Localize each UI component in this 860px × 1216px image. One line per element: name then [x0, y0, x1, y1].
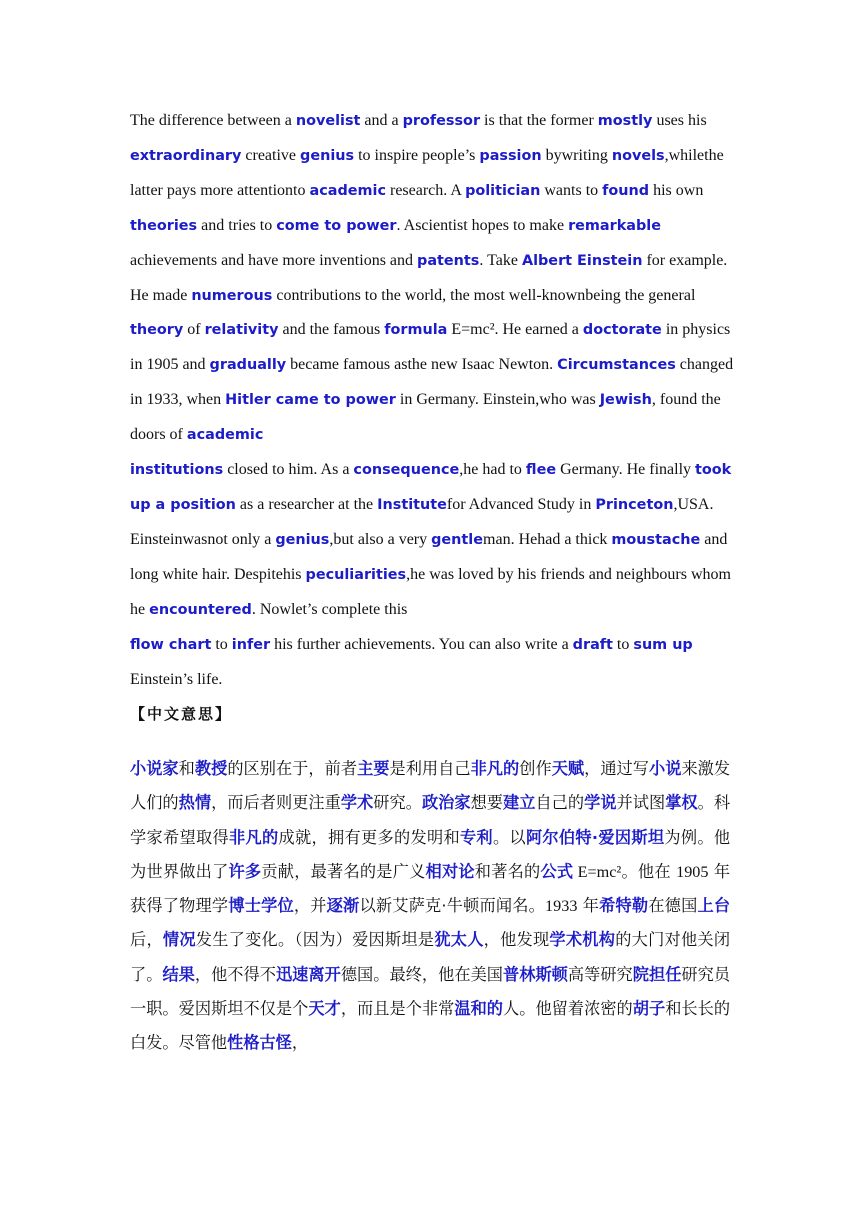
- highlighted-term: 政治家: [421, 793, 471, 813]
- highlighted-term: 情况: [162, 930, 196, 950]
- highlighted-term: consequence: [353, 462, 460, 479]
- highlighted-term: theories: [130, 217, 198, 234]
- highlighted-term: 热情: [178, 793, 212, 813]
- highlighted-term: institutions: [130, 462, 224, 479]
- plain-text: and long white hair. Despitehis: [130, 530, 728, 583]
- plain-text: 后，: [130, 930, 163, 950]
- plain-text: achievements and have more inventions and: [130, 251, 418, 269]
- plain-text: 成就，拥有更多的发明和: [278, 827, 460, 847]
- plain-text: 年: [577, 896, 600, 916]
- highlighted-term: theory: [130, 322, 184, 339]
- highlighted-term: academic: [186, 427, 264, 444]
- highlighted-term: moustache: [611, 531, 701, 548]
- plain-text: 的区别在于，前者: [227, 759, 358, 778]
- highlighted-term: genius: [300, 147, 355, 164]
- plain-text: 以新艾萨克·牛顿而闻名。: [359, 896, 546, 916]
- highlighted-term: 天赋: [551, 759, 585, 778]
- plain-text: . Ascientist hopes to make: [396, 216, 569, 234]
- highlighted-term: professor: [402, 113, 481, 129]
- highlighted-term: flow chart: [130, 636, 212, 653]
- plain-text: ，而后者则更注重: [211, 793, 341, 813]
- plain-text: 贡献，最著名的是广义: [261, 861, 426, 881]
- plain-text: and tries to: [197, 216, 277, 234]
- highlighted-term: 教授: [194, 759, 228, 778]
- highlighted-term: 迅速离开: [275, 964, 341, 984]
- plain-text: his further achievements. You can also write a: [270, 635, 573, 653]
- plain-text: Einstein’s life.: [130, 670, 223, 688]
- highlighted-term: took up a position: [130, 462, 732, 513]
- plain-text: 德国。最终，他在美国: [340, 964, 504, 984]
- plain-text: 来激发人们的: [130, 759, 731, 813]
- highlighted-term: 博士学位: [228, 896, 294, 916]
- highlighted-term: mostly: [597, 113, 653, 129]
- highlighted-term: 上台: [697, 896, 731, 916]
- highlighted-term: 普林斯顿: [503, 964, 568, 984]
- highlighted-term: Hitler came to power: [225, 392, 396, 409]
- plain-text: ，他不得不: [194, 964, 276, 984]
- plain-text: Germany. He finally: [556, 461, 696, 479]
- highlighted-term: 专利: [459, 827, 493, 847]
- plain-text: to: [612, 635, 634, 653]
- plain-text: ,he had to: [459, 461, 526, 479]
- highlighted-term: 犹太人: [434, 930, 484, 950]
- highlighted-term: 希特勒: [599, 896, 649, 916]
- highlighted-term: Princeton: [595, 496, 674, 513]
- highlighted-term: 非凡的: [470, 759, 520, 778]
- plain-text: bywriting: [541, 146, 612, 164]
- highlighted-term: 非凡的: [228, 827, 279, 847]
- plain-text: wants to: [540, 181, 603, 199]
- highlighted-term: draft: [572, 636, 613, 653]
- plain-text: ，: [291, 1033, 309, 1053]
- plain-text: 人。他留着浓密的: [503, 999, 633, 1019]
- highlighted-term: 小说: [649, 759, 682, 778]
- plain-text: 。以: [492, 827, 526, 847]
- plain-text: 年获得了物理学: [130, 861, 731, 916]
- plain-text: ，并: [293, 896, 327, 916]
- highlighted-term: peculiarities: [305, 566, 407, 583]
- plain-text: 为例。他为世界做出了: [130, 827, 731, 881]
- highlighted-term: 许多: [228, 861, 262, 881]
- plain-text: to inspire people’s: [354, 146, 480, 164]
- plain-text: creative: [241, 146, 301, 164]
- highlighted-term: Institute: [377, 496, 447, 513]
- plain-text: in Germany. Einstein,who was: [395, 391, 600, 409]
- plain-text: 研究员一职。爱因斯坦不仅是个: [130, 964, 731, 1019]
- highlighted-term: infer: [231, 636, 271, 653]
- highlighted-term: 温和的: [454, 999, 504, 1019]
- highlighted-term: 公式: [540, 861, 574, 881]
- highlighted-term: 学说: [584, 793, 617, 813]
- plain-text: became famous asthe new Isaac Newton.: [286, 356, 558, 374]
- highlighted-term: Circumstances: [557, 357, 676, 374]
- plain-text: uses his: [652, 112, 707, 129]
- highlighted-term: 小说家: [130, 759, 179, 778]
- highlighted-term: 结果: [162, 964, 195, 984]
- plain-text: for example. He made: [130, 251, 728, 304]
- plain-text: changed in 1933, when: [130, 356, 734, 409]
- plain-text: for Advanced Study in: [446, 495, 596, 513]
- highlighted-term: 建立: [503, 793, 536, 813]
- highlighted-term: flee: [525, 462, 557, 479]
- plain-text: 自己的: [535, 793, 585, 813]
- plain-text: ,but also a very: [329, 530, 432, 548]
- plain-text: 高等研究: [567, 964, 633, 984]
- plain-text: to: [211, 635, 232, 653]
- highlighted-term: novels: [611, 147, 665, 164]
- plain-text: 研究。: [373, 793, 422, 813]
- highlighted-term: extraordinary: [130, 147, 242, 164]
- plain-text: man. Hehad a thick: [483, 530, 612, 548]
- chinese-paragraph: [130, 752, 730, 1061]
- plain-text: ,he was loved by his friends and neighbours whom he: [130, 565, 731, 618]
- plain-text: 创作: [519, 759, 552, 778]
- plain-text: 是利用自己: [389, 759, 471, 778]
- number-text: 1905: [676, 862, 709, 881]
- plain-text: 在德国: [648, 896, 698, 916]
- plain-text: ，而且是个非常: [340, 999, 455, 1019]
- plain-text: and the famous: [278, 321, 385, 339]
- highlighted-term: academic: [309, 182, 386, 199]
- plain-text: . Take: [479, 251, 522, 269]
- highlighted-term: sum up: [633, 636, 693, 653]
- highlighted-term: found: [602, 182, 650, 199]
- plain-text: E=mc². He earned a: [447, 321, 583, 339]
- highlighted-term: doctorate: [582, 322, 662, 339]
- plain-text: research. A: [385, 181, 466, 199]
- number-text: 1933: [545, 897, 578, 916]
- chinese-meaning-heading: 【中文意思】: [130, 705, 233, 723]
- highlighted-term: 学术: [340, 793, 374, 813]
- highlighted-term: Jewish: [599, 392, 652, 409]
- highlighted-term: politician: [465, 182, 541, 199]
- plain-text: 的大门对他关闭了。: [130, 930, 731, 984]
- highlighted-term: gradually: [209, 357, 287, 374]
- highlighted-term: 主要: [357, 759, 390, 778]
- highlighted-term: novelist: [295, 113, 361, 129]
- plain-text: in physics in 1905 and: [130, 321, 731, 374]
- plain-text: 。他在: [621, 861, 677, 881]
- plain-text: of: [183, 321, 205, 339]
- highlighted-term: 掌权: [665, 793, 698, 813]
- plain-text: ,USA. Einsteinwasnot only a: [130, 495, 714, 548]
- highlighted-term: Albert Einstein: [521, 252, 643, 269]
- plain-text: 并试图: [616, 793, 666, 813]
- highlighted-term: 天才: [308, 999, 341, 1019]
- highlighted-term: patents: [417, 252, 480, 269]
- number-text: E=mc²: [573, 862, 622, 881]
- highlighted-term: 性格古怪: [227, 1033, 292, 1053]
- plain-text: and a: [360, 112, 403, 129]
- highlighted-term: gentle: [431, 531, 484, 548]
- plain-text: ，他发现: [483, 930, 550, 950]
- plain-text: as a researcher at the: [235, 495, 378, 513]
- plain-text: contributions to the world, the most well-knownbeing the general: [272, 286, 696, 304]
- plain-text: , found the doors of: [130, 391, 721, 444]
- highlighted-term: 相对论: [425, 861, 475, 881]
- plain-text: is that the former: [480, 112, 598, 129]
- highlighted-term: relativity: [204, 322, 279, 339]
- highlighted-term: genius: [275, 531, 330, 548]
- plain-text: 和著名的: [474, 861, 541, 881]
- plain-text: his own: [649, 181, 704, 199]
- plain-text: closed to him. As a: [223, 461, 354, 479]
- highlighted-term: passion: [479, 147, 542, 164]
- highlighted-term: 院担任: [632, 964, 682, 984]
- plain-text: ,whilethe latter pays more attentionto: [130, 146, 724, 199]
- plain-text: 和: [178, 759, 195, 778]
- highlighted-term: 学术机构: [549, 930, 616, 950]
- plain-text: ，通过写: [584, 759, 649, 778]
- plain-text: 想要: [470, 793, 504, 813]
- highlighted-term: 逐渐: [326, 896, 360, 916]
- highlighted-term: remarkable: [568, 217, 661, 234]
- plain-text: 发生了变化。（因为）爱因斯坦是: [195, 930, 435, 950]
- highlighted-term: come to power: [276, 217, 397, 234]
- plain-text: . Nowlet’s complete this: [251, 600, 408, 618]
- english-paragraph: [130, 104, 736, 696]
- plain-text: 和长长的白发。尽管他: [130, 999, 731, 1053]
- highlighted-term: 胡子: [632, 999, 666, 1019]
- plain-text: 。科学家希望取得: [130, 793, 731, 847]
- highlighted-term: formula: [384, 322, 448, 339]
- plain-text: The difference between a: [130, 112, 296, 129]
- highlighted-term: 阿尔伯特·爱因斯坦: [525, 827, 665, 847]
- highlighted-term: encountered: [149, 601, 252, 618]
- highlighted-term: numerous: [191, 287, 273, 304]
